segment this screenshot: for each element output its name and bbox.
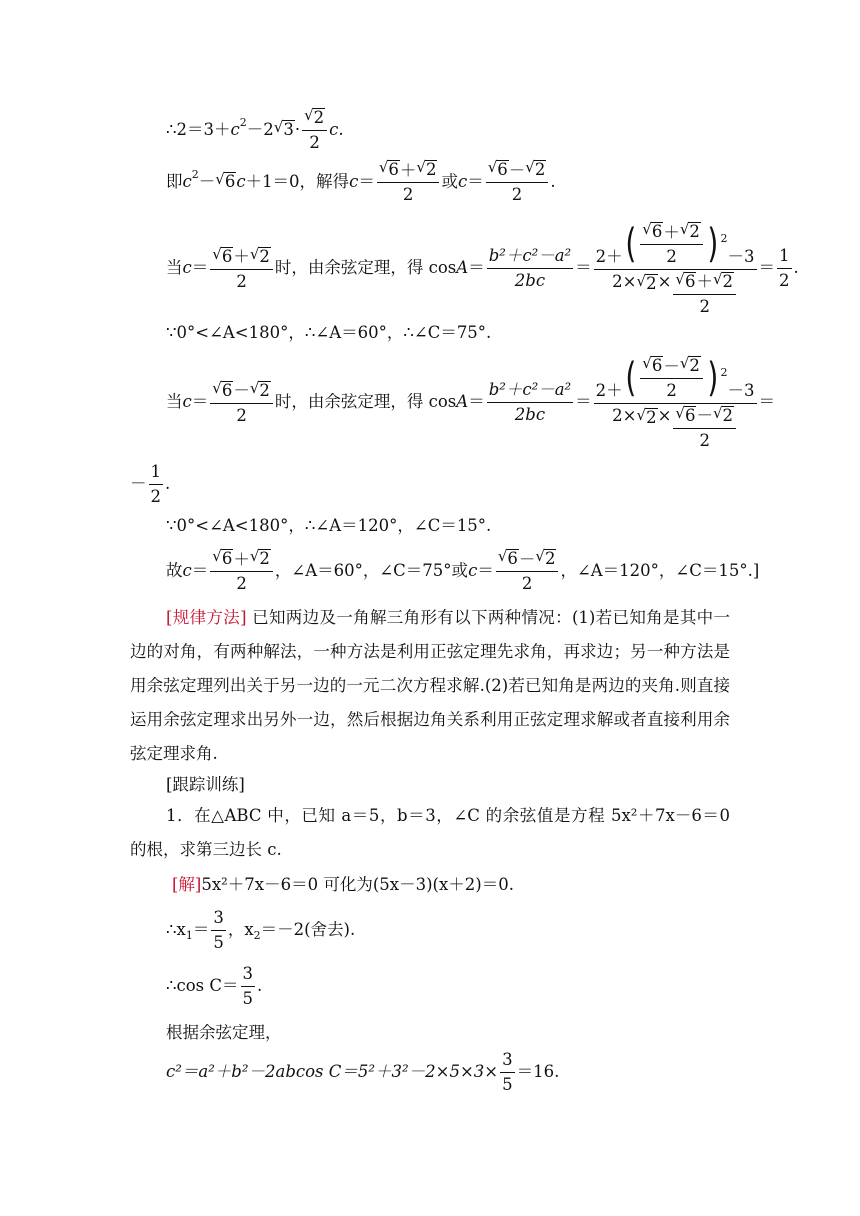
- text: 时，由余弦定理，得 cos: [274, 392, 457, 412]
- denominator: 2: [150, 486, 161, 506]
- denominator: 2: [521, 574, 533, 594]
- denominator: 2: [699, 430, 710, 450]
- fraction: [211, 910, 226, 951]
- therefore-symbol: ∴: [166, 119, 177, 139]
- denominator: 2: [309, 133, 320, 153]
- denominator: 2: [666, 247, 677, 267]
- text: ＝: [191, 258, 209, 278]
- roots-line: [166, 910, 355, 951]
- denominator: 2: [511, 185, 523, 205]
- text: .: [550, 171, 556, 191]
- radicand: 2: [259, 246, 270, 266]
- solution-line: [172, 877, 514, 894]
- radicand: 2: [425, 160, 437, 179]
- text: －3: [727, 381, 755, 401]
- equation-line-2: [166, 160, 556, 204]
- text: ∴x: [166, 920, 186, 940]
- method-label: [规律方法]: [166, 608, 247, 627]
- radicand: 2: [313, 108, 325, 127]
- op: －: [518, 549, 536, 569]
- text: .: [257, 976, 263, 996]
- text: 2＝3＋: [176, 119, 231, 139]
- var-c: c: [182, 171, 192, 191]
- text: 即: [166, 171, 183, 191]
- op: －: [508, 160, 526, 180]
- text: ＝: [758, 392, 776, 412]
- text: ＝: [575, 258, 592, 278]
- denominator: 2bc: [514, 270, 546, 290]
- conclusion-line: [166, 549, 759, 593]
- text: 2＋: [595, 247, 623, 267]
- op: ＋: [399, 160, 417, 180]
- denominator: 2: [236, 574, 247, 594]
- op: －: [663, 356, 680, 376]
- equation-line-3: [166, 222, 799, 315]
- solution-text: 5x²＋7x－6＝0 可化为(5x－3)(x＋2)＝0.: [201, 875, 514, 894]
- sqrt: √ 6: [215, 170, 236, 192]
- text: －2: [246, 119, 274, 139]
- fraction: √ 6 ＋ √ 2 2: [210, 549, 273, 593]
- text: ＝: [358, 171, 375, 191]
- var-A: A: [456, 392, 469, 412]
- fraction: √ 2 2: [302, 108, 327, 152]
- denominator: 2: [236, 405, 247, 425]
- radicand: 2: [646, 407, 657, 427]
- text: 故: [166, 560, 183, 580]
- cos-fraction: [487, 382, 573, 423]
- subscript: 2: [253, 929, 261, 942]
- numerator: 3: [211, 910, 226, 931]
- text: ＝: [468, 392, 485, 412]
- text: －: [130, 474, 147, 494]
- text: c²＝a²＋b²－2abcos C＝5²＋3²－2×5×3×: [166, 1062, 499, 1082]
- equation-line-6: [130, 464, 170, 505]
- radicand: 2: [534, 160, 546, 179]
- radicand: 2: [259, 549, 270, 568]
- cos-fraction: [487, 248, 573, 289]
- radicand: 2: [689, 356, 700, 375]
- text: －3: [727, 247, 755, 267]
- problem-1: 1．在△ABC 中，已知 a＝5，b＝3，∠C 的余弦值是方程 5x²＋7x－6＝0 的根，求第三边长 c.: [130, 806, 730, 859]
- var-c: c: [236, 171, 246, 191]
- var-c: c: [182, 560, 192, 580]
- text: －: [198, 171, 216, 191]
- dot: ·: [294, 119, 301, 139]
- radicand: 2: [259, 380, 270, 400]
- text: .: [165, 474, 171, 494]
- fraction: √ 6 ＋ √ 2 2: [377, 160, 440, 204]
- text: 当: [166, 392, 183, 412]
- var-c: c: [230, 119, 240, 139]
- text: ，x: [227, 920, 254, 940]
- op: －: [696, 406, 713, 426]
- text: ＝16.: [516, 1062, 560, 1082]
- denominator: 2: [779, 270, 790, 290]
- radicand: 2: [544, 549, 556, 568]
- op: －: [233, 381, 250, 401]
- angle-line-1: ∵0°<∠A<180°，∴∠A＝60°，∴∠C＝75°.: [166, 323, 492, 342]
- var-A: A: [456, 258, 469, 278]
- numerator: b²＋c²－a²: [487, 248, 573, 269]
- fraction: [149, 464, 164, 505]
- text: ＝: [192, 920, 210, 940]
- fraction: √ 6 － √ 2 2: [210, 381, 273, 425]
- subscript: 1: [185, 929, 193, 942]
- radicand: 6: [651, 356, 663, 375]
- paren-group: ( √ 6 ＋ √ 2 2 ): [625, 220, 719, 267]
- denominator: 5: [242, 988, 254, 1008]
- fraction: √ 6 － √ 2 2: [496, 549, 559, 593]
- text: ＝: [758, 258, 776, 278]
- equation-line-5: [166, 356, 775, 449]
- var-c: c: [457, 171, 468, 191]
- text: ＝: [191, 392, 209, 412]
- exponent: 2: [191, 168, 199, 182]
- numerator: 3: [500, 1052, 515, 1073]
- var-c: c: [468, 560, 478, 580]
- denominator: 2: [699, 296, 710, 316]
- text: ＝: [467, 171, 484, 191]
- radicand: 6: [684, 271, 696, 291]
- radicand: 6: [221, 380, 233, 400]
- var-c: c: [182, 392, 192, 412]
- radicand: 3: [283, 120, 294, 140]
- denominator: 2bc: [514, 404, 546, 424]
- text: 2＋: [595, 381, 623, 401]
- text: ＝: [468, 258, 485, 278]
- fraction: √ 6 ＋ √ 2 2: [210, 247, 273, 291]
- tracking-heading: [跟踪训练]: [166, 775, 245, 794]
- text: c.: [329, 119, 344, 139]
- text: ，∠A＝60°，∠C＝75°或: [274, 560, 469, 580]
- radicand: 6: [684, 405, 696, 425]
- text: 2×: [612, 271, 637, 291]
- radicand: 6: [221, 246, 233, 266]
- method-paragraph: [130, 601, 730, 771]
- radicand: 6: [224, 172, 236, 192]
- sqrt: √ 3: [273, 118, 294, 140]
- fraction: √ 6 － √ 2 2: [486, 160, 549, 204]
- law-line: 根据余弦定理，: [166, 1023, 282, 1042]
- text: ×: [657, 271, 672, 291]
- solution-label: [解]: [172, 875, 202, 894]
- text: 2×: [612, 405, 637, 425]
- result-fraction: [777, 248, 792, 289]
- text: ＝: [191, 560, 209, 580]
- text: ＝－2(舍去).: [260, 920, 356, 940]
- op: ＋: [233, 247, 250, 267]
- text: 时，由余弦定理，得 cos: [274, 258, 457, 278]
- method-text: 已知两边及一角解三角形有以下两种情况：(1)若已知角是其中一边的对角，有两种解法，一种方法是利用正弦定理先求角，再求边；另一种方法是用余弦定理列出关于另一边的一元二次方程求解.(2)若已知角是两边的夹角.则直接运用余弦定理求出另外一边，然后根据边角关系利用正弦定理求解或者直接利用余弦定理求角.: [130, 608, 731, 763]
- denominator: 2: [402, 185, 414, 205]
- exponent: 2: [239, 116, 247, 130]
- numerator: 3: [241, 966, 256, 987]
- text: ＝: [575, 392, 592, 412]
- radicand: 6: [651, 222, 663, 241]
- text: .: [793, 258, 799, 278]
- radicand: 6: [388, 160, 399, 179]
- text: ＋1＝0，解得: [245, 171, 350, 191]
- text: ＝: [477, 560, 494, 580]
- radicand: 6: [221, 549, 233, 568]
- radicand: 6: [507, 549, 518, 568]
- text: 当: [166, 258, 183, 278]
- fraction: [500, 1052, 515, 1093]
- denominator: 2: [236, 271, 247, 291]
- big-fraction: 2＋ ( √ 6 － √ 2 2 ) $^2$ －3 2× √ 2 × √ 6 － √ 2 2: [595, 354, 755, 450]
- radicand: 2: [646, 273, 657, 293]
- denominator: 2: [666, 381, 677, 401]
- radicand: 2: [722, 405, 734, 425]
- numerator: b²＋c²－a²: [487, 382, 573, 403]
- equation-line-1: [166, 108, 344, 152]
- radicand: 2: [722, 271, 734, 291]
- paren-group: ( √ 6 － √ 2 2 ): [625, 354, 719, 401]
- exponent: 2: [720, 231, 728, 245]
- fraction: [241, 966, 256, 1007]
- var-c: c: [349, 171, 359, 191]
- text: ∴cos C＝: [166, 976, 239, 996]
- exponent: 2: [720, 365, 728, 379]
- cosC-line: [166, 966, 262, 1007]
- big-fraction: 2＋ ( √ 6 ＋ √ 2 2 ) $^2$ －3 2× √ 2 × √ 6 ＋ √ 2 2: [595, 220, 755, 316]
- text: 或: [441, 171, 458, 191]
- denominator: 5: [213, 932, 224, 952]
- op: ＋: [696, 272, 713, 292]
- text: ，∠A＝120°，∠C＝15°.]: [560, 560, 760, 580]
- denominator: 5: [502, 1074, 513, 1094]
- op: ＋: [233, 549, 250, 569]
- var-c: c: [182, 258, 192, 278]
- radicand: 6: [497, 160, 508, 179]
- text: ×: [657, 405, 672, 425]
- numerator: 1: [777, 248, 792, 269]
- radicand: 2: [689, 222, 700, 241]
- op: ＋: [663, 222, 680, 242]
- numerator: 1: [149, 464, 164, 485]
- angle-line-2: ∵0°<∠A<180°，∴∠A＝120°，∠C＝15°.: [166, 516, 492, 535]
- final-line: [166, 1052, 559, 1093]
